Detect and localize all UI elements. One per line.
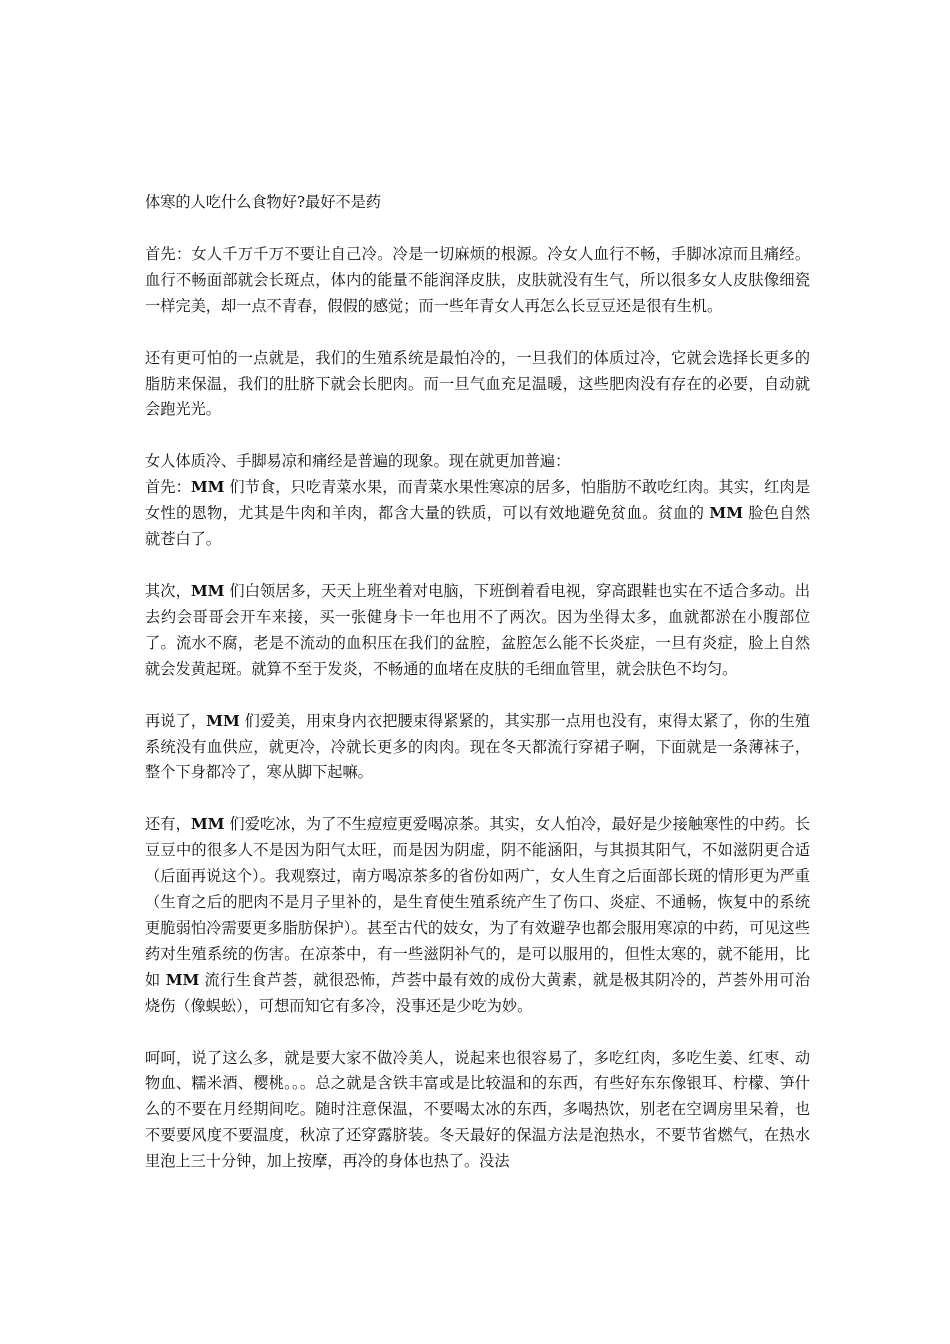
paragraph-4-part-a: 首先：	[145, 478, 191, 497]
paragraph-4-part-b: 们节食，只吃青菜水果，而青菜水果性寒凉的居多，怕脂肪不敢吃红肉。其实，红肉是女性的恩物，尤其是牛肉和羊肉，都含大量的铁质，可以有效地避免贫血。贫血的	[145, 478, 811, 523]
paragraph-7	[145, 812, 810, 1019]
mm-term: MM	[190, 815, 225, 834]
paragraph-5	[145, 579, 810, 683]
paragraph-7-part-c: 流行生食芦荟，就很恐怖，芦荟中最有效的成份大黄素，就是极其阴冷的，芦荟外用可治烧伤（像蜈蚣），可想而知它有多冷，没事还是少吃为妙。	[145, 970, 811, 1015]
mm-term: MM	[190, 581, 225, 600]
paragraph-7-part-a: 还有，	[145, 815, 191, 834]
paragraph-6	[145, 709, 810, 787]
paragraph-8: 呵呵，说了这么多，就是要大家不做冷美人，说起来也很容易了，多吃红肉，多吃生姜、红枣、动物血、糯米酒、樱桃。。。总之就是含铁丰富或是比较温和的东西，有些好东东像银耳、柠檬、笋什么的不要在月经期间吃。随时注意保温，不要喝太冰的东西，多喝热饮，别老在空调房里呆着，也不要要风度不要温度，秋凉了还穿露脐装。冬天最好的保温方法是泡热水，不要节省燃气，在热水里泡上三十分钟，加上按摩，再冷的身体也热了。没法	[145, 1048, 810, 1171]
mm-term: MM	[206, 711, 240, 730]
paragraph-6-part-a: 再说了，	[145, 711, 207, 730]
mm-term: MM	[190, 478, 225, 497]
paragraph-5-part-b: 们白领居多，天天上班坐着对电脑，下班倒着看电视，穿高跟鞋也实在不适合多动。出去约会哥哥会开车来接，买一张健身卡一年也用不了两次。因为坐得太多，血就都淤在小腹部位了。流水不腐，老是不流动的血积压在我们的盆腔，盆腔怎么能不长炎症，一旦有炎症，脸上自然就会发黄起斑。就算不至于发炎，不畅通的血堵在皮肤的毛细血管里，就会肤色不均匀。	[145, 581, 811, 678]
paragraph-1: 首先：女人千万千万不要让自己冷。冷是一切麻烦的根源。冷女人血行不畅，手脚冰凉而且痛经。血行不畅面部就会长斑点，体内的能量不能润泽皮肤，皮肤就没有生气，所以很多女人皮肤像细瓷一样完美，却一点不青春，假假的感觉；而一些年青女人再怎么长豆豆还是很有生机。	[145, 244, 810, 315]
document-page	[145, 190, 810, 1175]
mm-term: MM	[709, 504, 744, 523]
document-title: 体寒的人吃什么食物好?最好不是药	[145, 193, 381, 211]
paragraph-7-part-b: 们爱吃冰，为了不生痘痘更爱喝凉茶。其实，女人怕冷，最好是少接触寒性的中药。长豆豆中的很多人不是因为阳气太旺，而是因为阴虚，阴不能涵阳，与其损其阳气，不如滋阴更合适（后面再说这个）。我观察过，南方喝凉茶多的省份如两广，女人生育之后面部长斑的情形更为严重（生育之后的肥肉不是月子里补的，是生育使生殖系统产生了伤口、炎症、不通畅，恢复中的系统更脆弱怕冷需要更多脂肪保护）。甚至古代的妓女，为了有效避孕也都会服用寒凉的中药，可见这些药对生殖系统的伤害。在凉茶中，有一些滋阴补气的，是可以服用的，但性太寒的，就不能用，比如	[145, 815, 811, 989]
paragraph-4	[145, 475, 810, 553]
paragraph-2: 还有更可怕的一点就是，我们的生殖系统是最怕冷的，一旦我们的体质过冷，它就会选择长更多的脂肪来保温，我们的肚脐下就会长肥肉。而一旦气血充足温暖，这些肥肉没有存在的必要，自动就会跑光光。	[145, 348, 810, 419]
mm-term: MM	[165, 970, 200, 989]
paragraph-4-part-c: 脸色自然就苍白了。	[145, 504, 811, 549]
paragraph-5-part-a: 其次，	[145, 581, 191, 600]
paragraph-3: 女人体质冷、手脚易凉和痛经是普遍的现象。现在就更加普遍：	[145, 452, 571, 471]
paragraph-6-part-b: 们爱美，用束身内衣把腰束得紧紧的，其实那一点用也没有，束得太紧了，你的生殖系统没有血供应，就更冷，冷就长更多的肉肉。现在冬天都流行穿裙子啊，下面就是一条薄袜子，整个下身都冷了，寒从脚下起嘛。	[145, 711, 811, 782]
